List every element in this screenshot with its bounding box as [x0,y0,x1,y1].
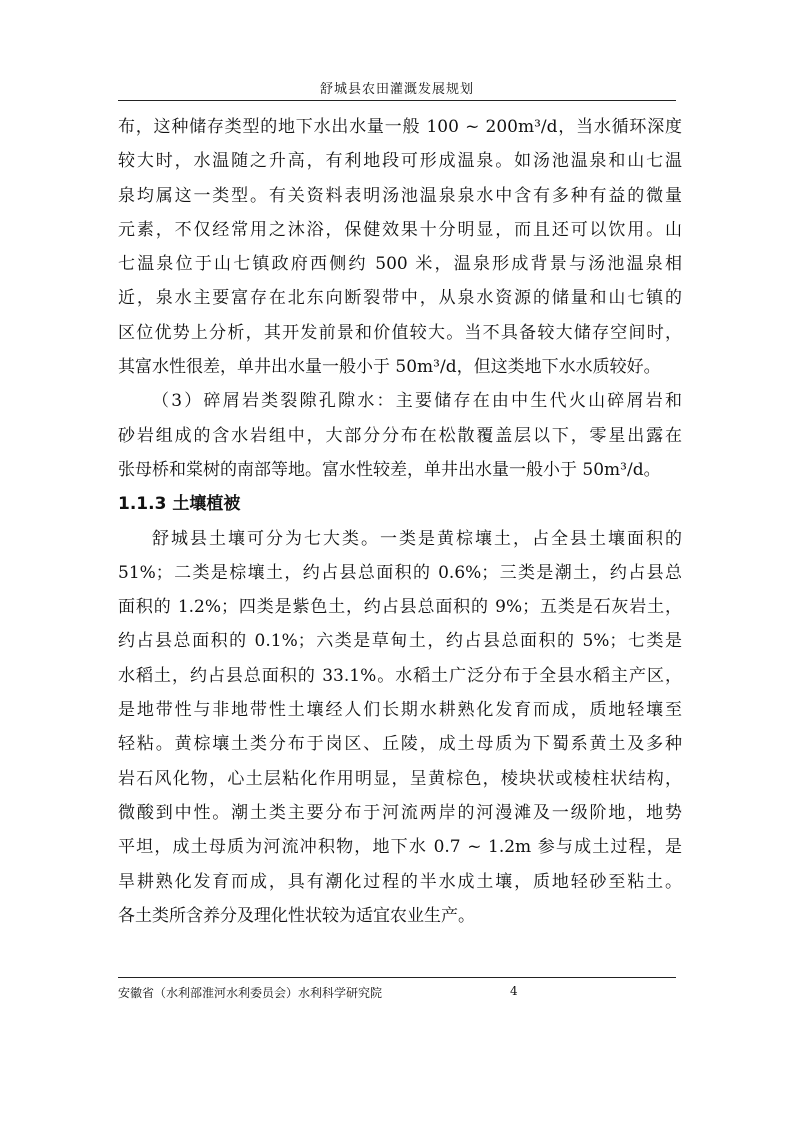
text-line: 舒城县土壤可分为七大类。一类是黄棕壤土，占全县土壤面积的 [152,528,682,549]
text-line: 51%；二类是棕壤土，约占县总面积的 0.6%；三类是潮土，约占县总 [118,562,682,583]
text-line: 面积的 1.2%；四类是紫色土，约占县总面积的 9%；五类是石灰岩土， [118,597,682,618]
section-heading: 1.1.3 土壤植被 [118,494,241,515]
text-line: 旱耕熟化发育而成，具有潮化过程的半水成土壤，质地轻砂至粘土。 [118,871,682,892]
paragraph-groundwater-1 [118,110,682,384]
text-line: （3）碎屑岩类裂隙孔隙水：主要储存在由中生代火山碎屑岩和 [152,391,682,412]
text-line: 是地带性与非地带性土壤经人们长期水耕熟化发育而成，质地轻壤至 [118,700,682,721]
document-body [118,110,682,933]
footer-organization: 安徽省（水利部淮河水利委员会）水利科学研究院 [118,986,383,1000]
text-line: 岩石风化物，心土层粘化作用明显，呈黄棕色，棱块状或棱柱状结构， [118,768,682,789]
text-line: 微酸到中性。潮土类主要分布于河流两岸的河漫滩及一级阶地，地势 [118,802,682,823]
text-line: 其富水性很差，单井出水量一般小于 50m³/d，但这类地下水水质较好。 [118,357,661,378]
header-divider [118,100,676,101]
text-line: 泉均属这一类型。有关资料表明汤池温泉泉水中含有多种有益的微量 [118,185,682,206]
text-line: 轻粘。黄棕壤土类分布于岗区、丘陵，成土母质为下蜀系黄土及多种 [118,734,682,755]
text-line: 元素，不仅经常用之沐浴，保健效果十分明显，而且还可以饮用。山 [118,219,682,240]
text-line: 较大时，水温随之升高，有利地段可形成温泉。如汤池温泉和山七温 [118,151,682,172]
paragraph-soil-vegetation [118,522,682,934]
text-line: 近，泉水主要富存在北东向断裂带中，从泉水资源的储量和山七镇的 [118,288,682,309]
text-line: 水稻土，约占县总面积的 33.1%。水稻土广泛分布于全县水稻主产区， [118,665,682,686]
text-line: 平坦，成土母质为河流冲积物，地下水 0.7 ~ 1.2m 参与成土过程，是 [118,837,682,858]
footer-divider [118,977,676,978]
text-line: 张母桥和棠树的南部等地。富水性较差，单井出水量一般小于 50m³/d。 [118,459,661,480]
text-line: 约占县总面积的 0.1%；六类是草甸土，约占县总面积的 5%；七类是 [118,631,682,652]
page-header-title: 舒城县农田灌溉发展规划 [319,82,474,97]
text-line: 区位优势上分析，其开发前景和价值较大。当不具备较大储存空间时， [118,322,682,343]
paragraph-clastic-rock-water [118,384,682,487]
text-line: 布，这种储存类型的地下水出水量一般 100 ~ 200m³/d，当水循环深度 [118,117,682,137]
text-line: 各土类所含养分及理化性状较为适宜农业生产。 [118,905,475,926]
text-line: 砂岩组成的含水岩组中，大部分分布在松散覆盖层以下，零星出露在 [118,425,682,446]
page-number: 4 [510,984,518,998]
text-line: 七温泉位于山七镇政府西侧约 500 米，温泉形成背景与汤池温泉相 [118,254,682,275]
